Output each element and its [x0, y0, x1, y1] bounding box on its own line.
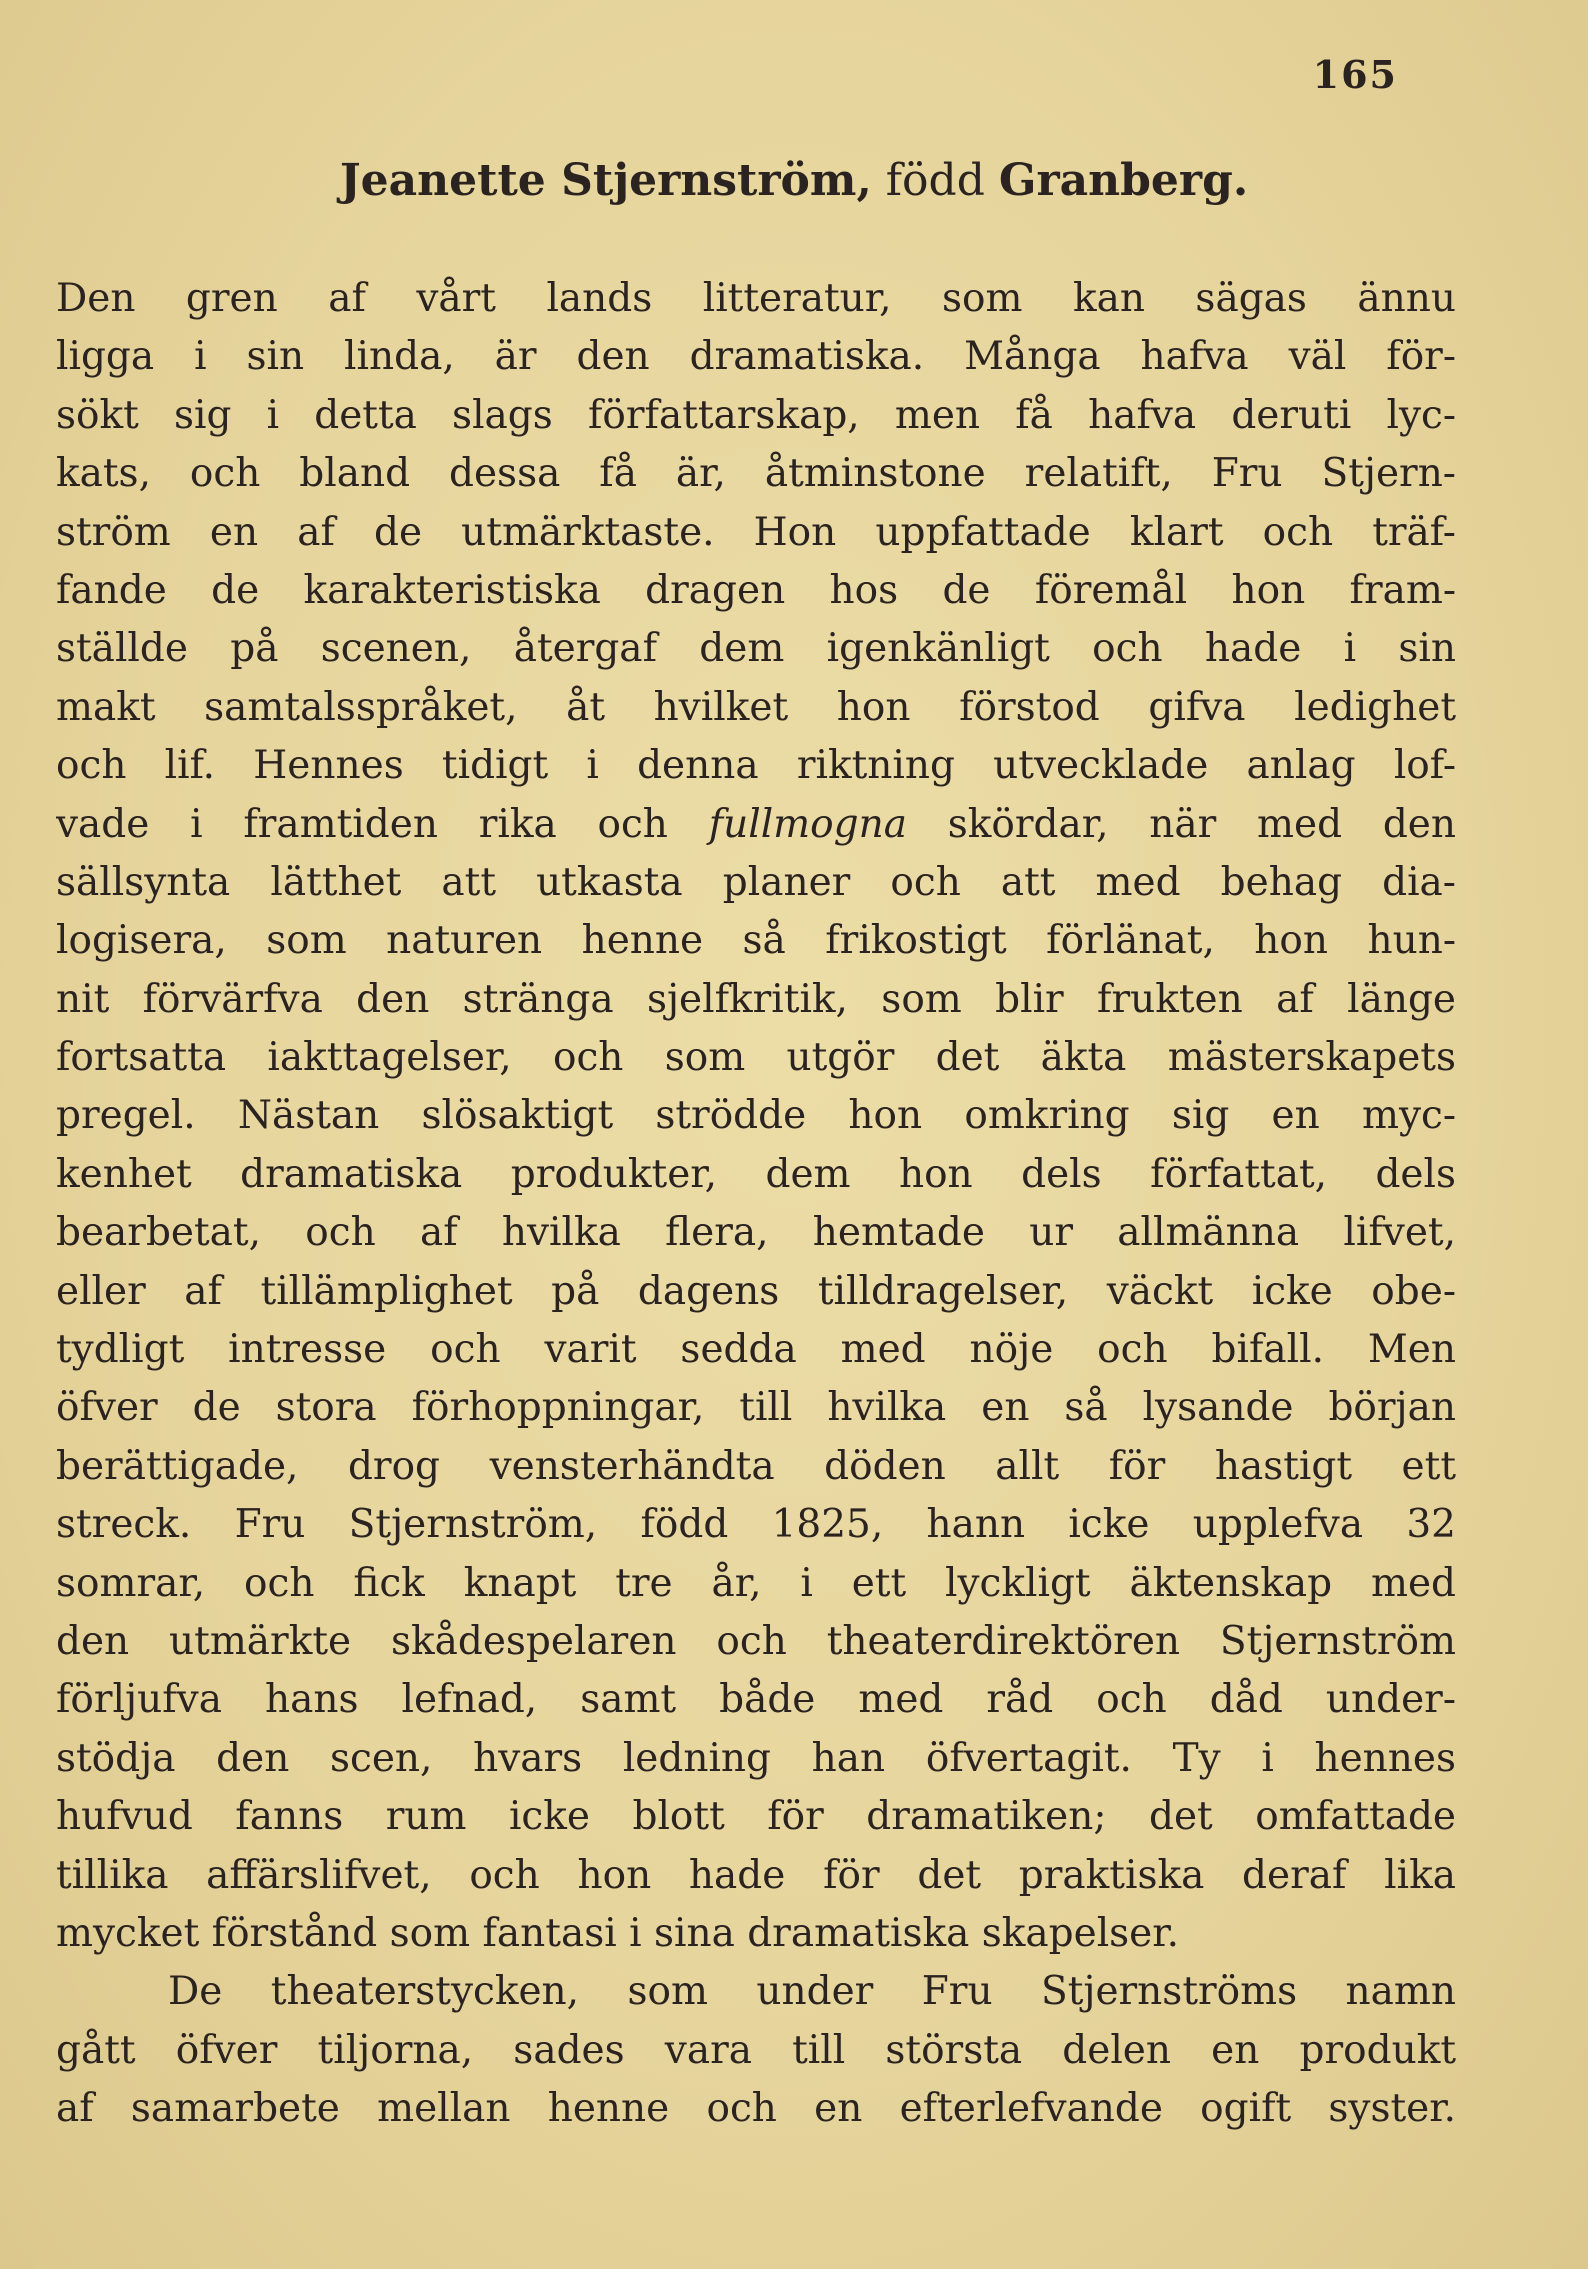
text-segment: ligga i sin linda, är den dramatiska. Många hafva väl för- — [56, 334, 1456, 380]
text-segment: kats, och bland dessa få är, åtminstone relatift, Fru Stjern- — [56, 451, 1456, 497]
text-segment: ström en af de utmärktaste. Hon uppfattade klart och träf- — [56, 509, 1456, 555]
text-segment: somrar, och fick knapt tre år, i ett lyckligt äktenskap med — [56, 1560, 1456, 1606]
text-segment: makt samtalsspråket, åt hvilket hon förstod gifva ledighet — [56, 684, 1456, 730]
text-segment: tydligt intresse och varit sedda med nöje och bifall. Men — [56, 1327, 1456, 1373]
text-segment: ställde på scenen, återgaf dem igenkänligt och hade i sin — [56, 626, 1456, 672]
text-line — [56, 620, 1456, 678]
text-segment: streck. Fru Stjernström, född 1825, hann icke upplefva 32 — [56, 1502, 1456, 1548]
heading-born: född — [871, 155, 999, 206]
text-line — [56, 1496, 1456, 1554]
text-line — [56, 1963, 1456, 2021]
heading-maiden-name: Granberg. — [998, 155, 1249, 206]
text-line — [56, 270, 1456, 328]
text-segment: fortsatta iakttagelser, och som utgör det äkta mästerskapets — [56, 1035, 1456, 1081]
text-line — [56, 1788, 1456, 1846]
text-line — [56, 562, 1456, 620]
emphasized-text: fullmogna — [708, 801, 907, 847]
text-segment: sökt sig i detta slags författarskap, men få hafva deruti lyc- — [56, 392, 1456, 438]
text-segment: förljufva hans lefnad, samt både med råd och dåd under- — [56, 1677, 1456, 1723]
text-line — [56, 1905, 1456, 1963]
page-number: 165 — [1312, 52, 1398, 97]
text-line — [56, 1029, 1456, 1087]
text-line — [56, 854, 1456, 912]
text-line — [56, 1730, 1456, 1788]
text-line — [56, 2080, 1456, 2138]
text-segment: vade i framtiden rika och — [56, 801, 709, 847]
text-segment: och lif. Hennes tidigt i denna riktning utvecklade anlag lof- — [56, 743, 1456, 789]
text-line — [56, 1438, 1456, 1496]
text-segment: gått öfver tiljorna, sades vara till största delen en produkt — [56, 2027, 1456, 2073]
text-line — [56, 1379, 1456, 1437]
text-segment: bearbetat, och af hvilka flera, hemtade ur allmänna lifvet, — [56, 1210, 1456, 1256]
text-segment: tillika affärslifvet, och hon hade för det praktiska deraf lika — [56, 1852, 1456, 1898]
text-segment: eller af tillämplighet på dagens tilldragelser, väckt icke obe- — [56, 1268, 1456, 1314]
text-line — [56, 1671, 1456, 1729]
text-line — [56, 1087, 1456, 1145]
text-segment: berättigade, drog vensterhändta döden allt för hastigt ett — [56, 1443, 1456, 1489]
text-line — [56, 1263, 1456, 1321]
text-segment: kenhet dramatiska produkter, dem hon dels författat, dels — [56, 1151, 1456, 1197]
text-line — [56, 1146, 1456, 1204]
text-segment: Den gren af vårt lands litteratur, som kan sägas ännu — [56, 276, 1456, 321]
text-segment: pregel. Nästan slösaktigt strödde hon omkring sig en myc- — [56, 1093, 1456, 1139]
text-segment: fande de karakteristiska dragen hos de föremål hon fram- — [56, 567, 1456, 613]
text-line — [56, 2022, 1456, 2080]
text-line — [56, 796, 1456, 854]
text-line — [56, 679, 1456, 737]
text-line — [56, 387, 1456, 445]
text-segment: logisera, som naturen henne så frikostigt förlänat, hon hun- — [56, 918, 1456, 964]
text-line — [56, 328, 1456, 386]
text-line — [56, 1204, 1456, 1262]
text-line — [56, 1847, 1456, 1905]
text-segment: öfver de stora förhoppningar, till hvilka en så lysande början — [56, 1385, 1456, 1431]
text-line — [56, 504, 1456, 562]
body-text — [56, 270, 1456, 2139]
article-heading — [0, 152, 1588, 210]
text-line — [56, 971, 1456, 1029]
text-segment: hufvud fanns rum icke blott för dramatiken; det omfattade — [56, 1794, 1456, 1840]
text-line — [56, 1555, 1456, 1613]
text-segment: mycket förstånd som fantasi i sina dramatiska skapelser. — [56, 1910, 1180, 1956]
heading-name: Jeanette Stjernström, — [339, 155, 872, 206]
text-segment: den utmärkte skådespelaren och theaterdirektören Stjernström — [56, 1618, 1456, 1664]
text-line — [56, 737, 1456, 795]
text-line — [56, 1321, 1456, 1379]
text-segment: af samarbete mellan henne och en efterlefvande ogift syster. — [56, 2086, 1456, 2132]
text-segment: sällsynta lätthet att utkasta planer och att med behag dia- — [56, 859, 1456, 905]
text-segment: skördar, när med den — [906, 801, 1456, 847]
text-segment: De theaterstycken, som under Fru Stjernströms namn — [168, 1969, 1456, 2015]
text-line — [56, 912, 1456, 970]
text-segment: nit förvärfva den stränga sjelfkritik, som blir frukten af länge — [56, 976, 1456, 1022]
text-segment: stödja den scen, hvars ledning han öfvertagit. Ty i hennes — [56, 1735, 1456, 1781]
text-line — [56, 1613, 1456, 1671]
text-line — [56, 445, 1456, 503]
